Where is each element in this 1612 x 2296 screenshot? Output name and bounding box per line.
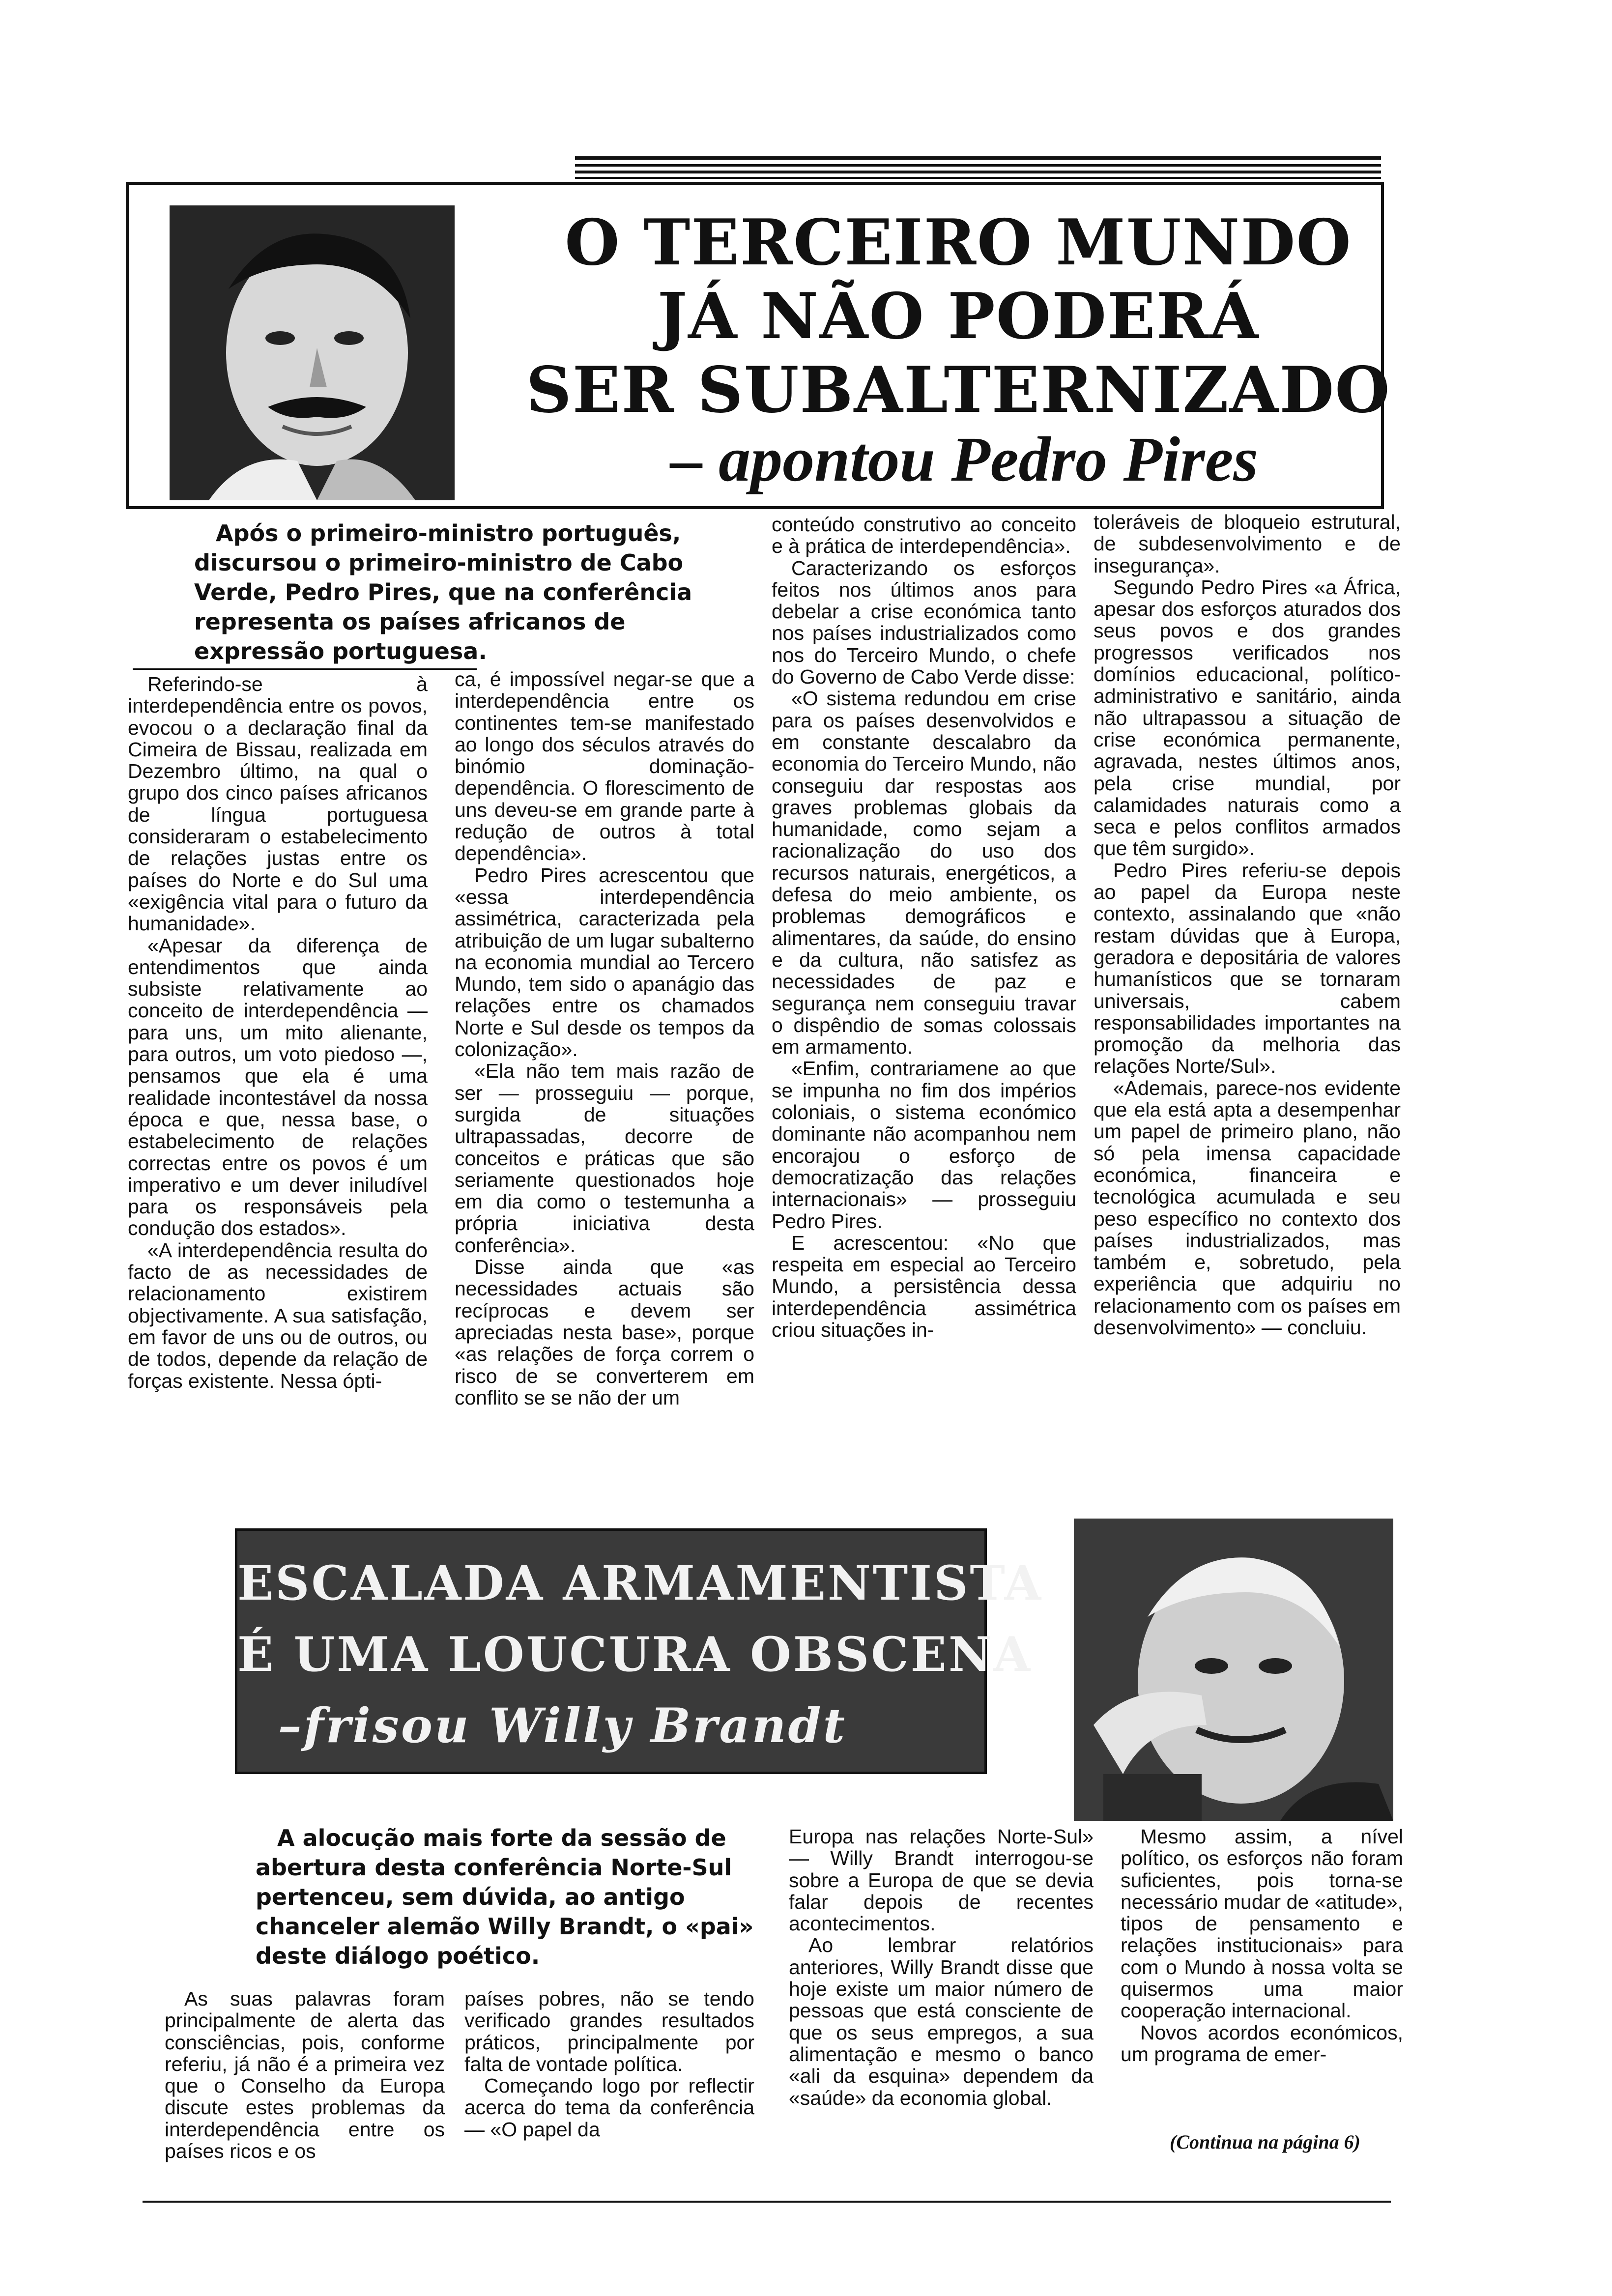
lede-text: A alocução mais forte da sessão de abertura desta conferência Norte-Sul pertenceu, sem dúvida, ao antigo chanceler alemão Willy Brandt, o «pai» deste diálogo poético. xyxy=(256,1825,754,1969)
paragraph: «Ademais, parece-nos evidente que ela está apta a desempenhar um papel de primeiro plano, não só pela imensa capacidade económica, financeira e tecnológica acumulada e seu peso específico no contexto dos países industrializados, mas também e, sobretudo, pela experiência que adquiriu no relacionamento com os países em desenvolvimento» — concluiu. xyxy=(1094,1076,1401,1339)
paragraph: Pedro Pires acrescentou que «essa interdependência assimétrica, caracterizada pela atribuição de um lugar subalterno na economia mundial ao Tercero Mundo, tem sido o apanágio das relações entre os chamados Norte e Sul desde os tempos da colonização». xyxy=(455,863,754,1061)
paragraph: toleráveis de bloqueio estrutural, de subdesenvolvimento e de insegurança». xyxy=(1094,511,1401,577)
article1-column-2 xyxy=(455,668,754,1499)
paragraph: «Apesar da diferença de entendimentos que ainda subsiste relativamente ao conceito de interdependência — para uns, um mito alienante, para outros, um voto piedoso —, pensamos que ela é uma realidade incontestável da nossa época e que, nessa base, o estabelecimento de relações correctas entre os povos é um imperativo e um dever iniludível para os responsáveis pela condução dos estados». xyxy=(128,934,428,1240)
paragraph: ca, é impossível negar-se que a interdependência entre os continentes tem-se manifestado ao longo dos séculos através do binómio dominação-dependência. O florescimento de uns deveu-se em grande parte à redução de outros à total dependência». xyxy=(455,668,754,865)
paragraph: As suas palavras foram principalmente de alerta das consciências, pois, conforme referiu, já não é a primeira vez que o Conselho da Europa discute estes problemas da interdependência entre os países ricos e os xyxy=(165,1988,445,2163)
article2-column-3 xyxy=(789,1826,1094,2194)
top-rule-2 xyxy=(575,164,1381,167)
photo-pedro-pires xyxy=(170,205,455,500)
paragraph: países pobres, não se tendo verificado grandes resultados práticos, principalmente por falta de vontade política. xyxy=(464,1988,754,2075)
bottom-rule xyxy=(143,2201,1391,2203)
photo-willy-brandt xyxy=(1074,1519,1393,1821)
paragraph: «Ela não tem mais razão de ser — prosseguiu — porque, surgida de situações ultrapassadas, decorre de conceitos e práticas que são seriamente questionados hoje em dia como o testemunha a própria iniciativa desta conferência». xyxy=(455,1060,754,1257)
article1-column-1 xyxy=(128,673,428,1499)
lede-text: Após o primeiro-ministro português, discursou o primeiro-ministro de Cabo Verde, Pedro Pires, que na conferência representa os países africanos de expressão portuguesa. xyxy=(194,520,692,664)
article1-column-3 xyxy=(772,514,1076,1499)
byline-pedro-pires: – apontou Pedro Pires xyxy=(670,424,1258,495)
paragraph: «O sistema redundou em crise para os países desenvolvidos e em constante descalabro da economia do Terceiro Mundo, não conseguiu dar respostas aos graves problemas globais da humanidade, como sejam a racionalização do uso dos recursos naturais, energéticos, a defesa do meio ambiente, os problemas demográficos e alimentares, da saúde, do ensino e da cultura, não satisfez as necessidades de paz e segurança nem conseguiu travar o dispêndio de somas colossais em armamento. xyxy=(772,687,1076,1059)
paragraph: Europa nas relações Norte-Sul» — Willy Brandt interrogou-se sobre a Europa de que se devia falar depois de recentes acontecimentos. xyxy=(789,1826,1094,1935)
byline-willy-brandt: –frisou Willy Brandt xyxy=(278,1698,847,1753)
paragraph: E acrescentou: «No que respeita em especial ao Terceiro Mundo, a persistência dessa interdependência assimétrica criou situações in- xyxy=(772,1231,1076,1341)
portrait-icon xyxy=(1074,1519,1393,1821)
paragraph: Segundo Pedro Pires «a África, apesar dos esforços aturados dos seus povos e dos grandes progressos verificados nos domínios educacional, político-administrativo e sanitário, ainda não ultrapassou a situação de crise económica permanente, agravada, nestes últimos anos, pela crise mundial, por calamidades naturais como a seca e pelos conflitos armados que têm surgido». xyxy=(1094,575,1401,860)
paragraph: conteúdo construtivo ao conceito e à prática de interdependência». xyxy=(772,514,1076,558)
paragraph: Mesmo assim, a nível político, os esforços não foram suficientes, pois torna-se necessário mudar de «atitude», tipos de pensamento e relações institucionais» para com o Mundo à nossa volta se quisermos uma maior cooperação internacional. xyxy=(1121,1826,1403,2022)
article2-column-2 xyxy=(464,1988,754,2194)
headline-banner-article-2 xyxy=(235,1528,1043,1774)
paragraph: «Enfim, contrariamene ao que se impunha no fim dos impérios coloniais, o sistema económico dominante não acompanhou nem encorajou o esforço de democratização das relações internacionais» — prosseguiu Pedro Pires. xyxy=(772,1057,1076,1233)
lede-article-1 xyxy=(194,518,754,666)
paragraph: Referindo-se à interdependência entre os povos, evocou o a declaração final da Cimeira de Bissau, realizada em Dezembro último, na qual o grupo dos cinco países africanos de língua portuguesa consideraram o estabelecimento de relações justas entre os países do Norte e do Sul uma «exigência vital para o futuro da humanidade». xyxy=(128,673,428,935)
paragraph: Novos acordos económicos, um programa de emer- xyxy=(1121,2021,1403,2066)
lede-article-2 xyxy=(256,1823,767,1971)
headline-line-1: O TERCEIRO MUNDO xyxy=(565,206,1352,280)
headline2-line-1: ESCALADA ARMAMENTISTA xyxy=(237,1555,1043,1611)
paragraph: Disse ainda que «as necessidades actuais são recíprocas e devem ser apreciadas nesta base», porque «as relações de força correm o risco de se converterem em conflito se se não der um xyxy=(455,1256,754,1409)
headline2-line-2: É UMA LOUCURA OBSCENA xyxy=(237,1627,1033,1682)
article2-column-1 xyxy=(165,1988,445,2194)
lede-rule xyxy=(133,668,477,670)
top-rule-1 xyxy=(575,156,1381,160)
paragraph: Começando logo por reflectir acerca do tema da conferência — «O papel da xyxy=(464,2074,754,2141)
paragraph: «A interdependência resulta do facto de as necessidades de relacionamento existirem objectivamente. A sua satisfação, em favor de uns ou de outros, ou de todos, depende da relação de forças existente. Nessa ópti- xyxy=(128,1238,428,1392)
top-rule-4 xyxy=(575,177,1381,179)
article1-column-4 xyxy=(1094,511,1401,1509)
continued-note: (Continua na página 6) xyxy=(1170,2131,1360,2153)
portrait-icon xyxy=(170,205,455,500)
top-rule-3 xyxy=(575,171,1381,173)
paragraph: Pedro Pires referiu-se depois ao papel da Europa neste contexto, assinalando que «não restam dúvidas que à Europa, geradora e depositária de valores humanísticos que se tornaram universais, cabem responsabilidades importantes na promoção da melhoria das relações Norte/Sul». xyxy=(1094,859,1401,1078)
headline-line-3: SER SUBALTERNIZADO xyxy=(526,353,1391,427)
headline-line-2: JÁ NÃO PODERÁ xyxy=(657,280,1260,353)
paragraph: Ao lembrar relatórios anteriores, Willy Brandt disse que hoje existe um maior número de pessoas que está consciente de que os seus empregos, a sua alimentação e mesmo o banco «ali da esquina» dependem da «saúde» da economia global. xyxy=(789,1934,1094,2109)
paragraph: Caracterizando os esforços feitos nos últimos anos para debelar a crise económica tanto nos países industrializados como nos do Terceiro Mundo, o chefe do Governo de Cabo Verde disse: xyxy=(772,556,1076,689)
article2-column-4 xyxy=(1121,1826,1403,2091)
